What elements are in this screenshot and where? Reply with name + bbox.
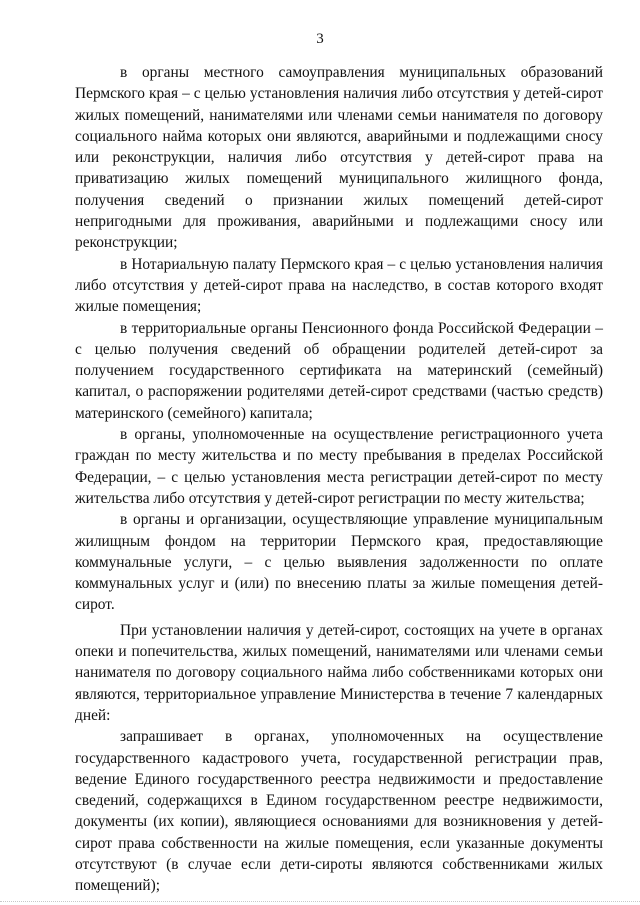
paragraph: в территориальные органы Пенсионного фонда Российской Федерации – с целью получения сведений об обращении родителей детей-сирот за получением государственного сертификата на материнский (семейный) капитал, о распоряжении родителями детей-сирот средствами (частью средств) материнского (семейного) капитала; bbox=[75, 319, 603, 422]
paragraph: в органы местного самоуправления муниципальных образований Пермского края – с целью установления наличия либо отсутствия у детей-сирот жилых помещений, нанимателями или членами семьи нанимателя по договору социального найма которых они являются, аварийными и подлежащими сносу или реконструкции, наличия либо отсутствия у детей-сирот права на приватизацию жилых помещений муниципального жилищного фонда, получения сведений о признании жилых помещений детей-сирот непригодными для проживания, аварийными и подлежащими сносу или реконструкции; bbox=[75, 64, 603, 252]
paragraph: в органы, уполномоченные на осуществление регистрационного учета граждан по месту жительства и по месту пребывания в пределах Российской Федерации, – с целью установления места регистрации детей-сирот по месту жительства либо отсутствия у детей-сирот регистрации по месту жительства; bbox=[75, 426, 603, 507]
paragraph: При установлении наличия у детей-сирот, состоящих на учете в органах опеки и попечительства, жилых помещений, нанимателями или членами семьи нанимателя по договору социального найма либо собственниками которых они являются, территориальное управление Министерства в течение 7 календарных дней: bbox=[75, 621, 603, 724]
document-body bbox=[75, 62, 603, 897]
scan-edge-line bbox=[0, 901, 640, 903]
paragraph: в органы и организации, осуществляющие управление муниципальным жилищным фондом на территории Пермского края, предоставляющие коммунальные услуги, – с целью выявления задолженности по оплате коммунальных услуг и (или) по внесению платы за жилые помещения детей-сирот. bbox=[75, 511, 603, 614]
paragraph: запрашивает в органах, уполномоченных на осуществление государственного кадастрового учета, государственной регистрации прав, ведение Единого государственного реестра недвижимости и предоставление сведений, содержащихся в Едином государственном реестре недвижимости, документы (их копии), являющиеся основаниями для возникновения у детей-сирот права собственности на жилые помещения, если указанные документы отсутствуют (в случае если дети-сироты являются собственниками жилых помещений); bbox=[75, 728, 603, 895]
page-number: 3 bbox=[316, 31, 324, 47]
paragraph: в Нотариальную палату Пермского края – с целью установления наличия либо отсутствия у детей-сирот права на наследство, в состав которого входят жилые помещения; bbox=[75, 255, 603, 316]
